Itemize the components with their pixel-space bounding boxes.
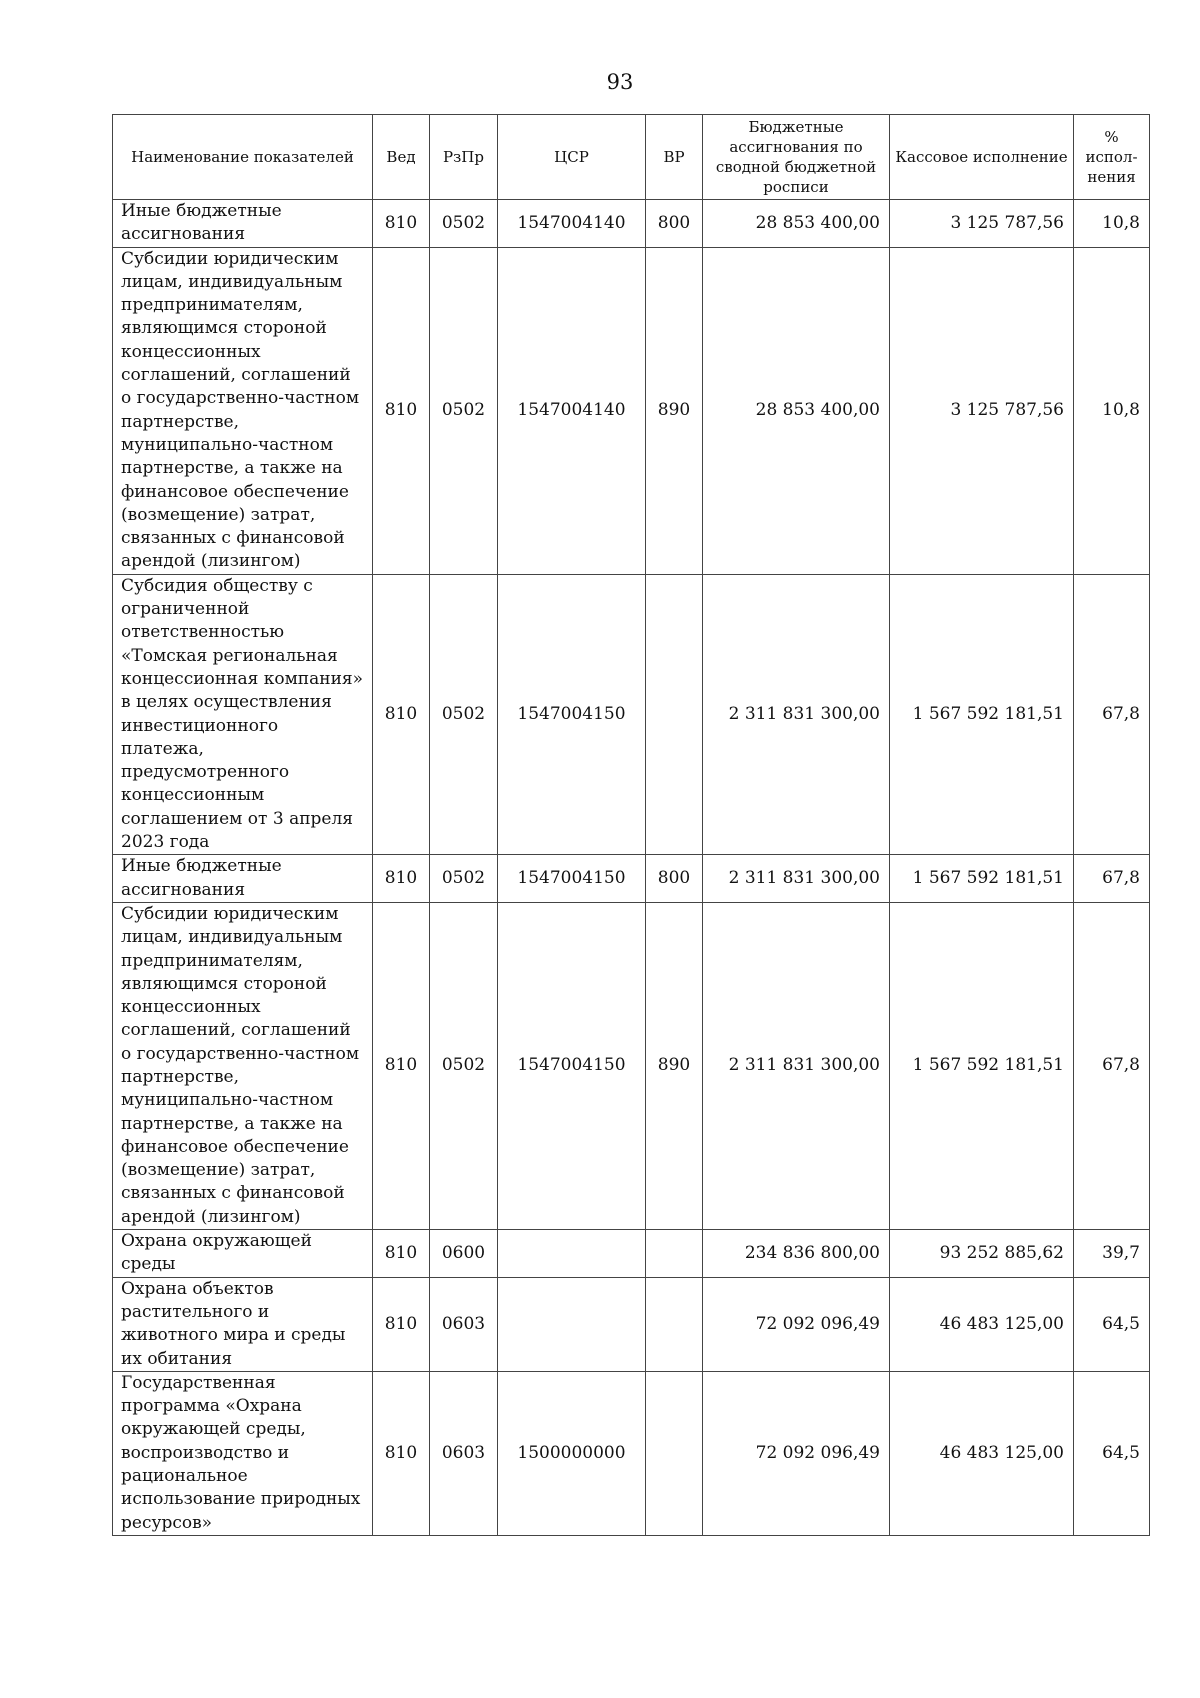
cell-csr: 1547004140 [498, 247, 646, 574]
table-row [113, 247, 1150, 574]
cell-budget: 72 092 096,49 [703, 1371, 890, 1535]
cell-vr [646, 1371, 703, 1535]
header-budget: Бюджетные ассигнования по сводной бюджетной росписи [703, 115, 890, 200]
cell-rzpr: 0502 [430, 247, 498, 574]
cell-csr: 1547004150 [498, 574, 646, 855]
page-number: 93 [606, 70, 634, 94]
cell-vr [646, 1277, 703, 1371]
cell-cash: 1 567 592 181,51 [890, 902, 1074, 1229]
table-row [113, 1277, 1150, 1371]
cell-name: Охрана окружающей среды [113, 1230, 373, 1278]
cell-csr [498, 1230, 646, 1278]
cell-name: Субсидии юридическим лицам, индивидуальным предпринимателям, являющимся стороной концессионных соглашений, соглашений о государственно-частном партнерстве, муниципально-частном партнерстве, а также на финансовое обеспечение (возмещение) затрат, связанных с финансовой арендой (лизингом) [113, 247, 373, 574]
cell-csr: 1500000000 [498, 1371, 646, 1535]
header-pct: % испол-нения [1074, 115, 1150, 200]
cell-vr: 800 [646, 855, 703, 903]
cell-pct: 10,8 [1074, 200, 1150, 248]
cell-pct: 64,5 [1074, 1371, 1150, 1535]
cell-rzpr: 0603 [430, 1371, 498, 1535]
cell-pct: 64,5 [1074, 1277, 1150, 1371]
cell-name: Государственная программа «Охрана окружающей среды, воспроизводство и рациональное использование природных ресурсов» [113, 1371, 373, 1535]
table-row [113, 1371, 1150, 1535]
cell-cash: 46 483 125,00 [890, 1371, 1074, 1535]
cell-budget: 72 092 096,49 [703, 1277, 890, 1371]
table-row [113, 200, 1150, 248]
cell-vr [646, 574, 703, 855]
cell-rzpr: 0603 [430, 1277, 498, 1371]
cell-ved: 810 [373, 1230, 430, 1278]
header-rzpr: РзПр [430, 115, 498, 200]
cell-budget: 28 853 400,00 [703, 247, 890, 574]
cell-rzpr: 0502 [430, 200, 498, 248]
cell-vr: 890 [646, 247, 703, 574]
cell-ved: 810 [373, 247, 430, 574]
header-csr: ЦСР [498, 115, 646, 200]
cell-budget: 2 311 831 300,00 [703, 855, 890, 903]
cell-ved: 810 [373, 574, 430, 855]
cell-rzpr: 0502 [430, 902, 498, 1229]
cell-name: Субсидия обществу с ограниченной ответственностью «Томская региональная концессионная компания» в целях осуществления инвестиционного платежа, предусмотренного концессионным соглашением от 3 апреля 2023 года [113, 574, 373, 855]
table-row [113, 902, 1150, 1229]
cell-budget: 2 311 831 300,00 [703, 902, 890, 1229]
header-vr: ВР [646, 115, 703, 200]
cell-vr [646, 1230, 703, 1278]
header-cash: Кассовое исполнение [890, 115, 1074, 200]
cell-ved: 810 [373, 1277, 430, 1371]
cell-vr: 800 [646, 200, 703, 248]
cell-cash: 1 567 592 181,51 [890, 855, 1074, 903]
cell-cash: 1 567 592 181,51 [890, 574, 1074, 855]
cell-rzpr: 0600 [430, 1230, 498, 1278]
cell-name: Субсидии юридическим лицам, индивидуальным предпринимателям, являющимся стороной концессионных соглашений, соглашений о государственно-частном партнерстве, муниципально-частном партнерстве, а также на финансовое обеспечение (возмещение) затрат, связанных с финансовой арендой (лизингом) [113, 902, 373, 1229]
cell-budget: 2 311 831 300,00 [703, 574, 890, 855]
cell-csr: 1547004150 [498, 855, 646, 903]
cell-rzpr: 0502 [430, 855, 498, 903]
cell-rzpr: 0502 [430, 574, 498, 855]
cell-budget: 234 836 800,00 [703, 1230, 890, 1278]
table-row [113, 574, 1150, 855]
cell-budget: 28 853 400,00 [703, 200, 890, 248]
cell-cash: 93 252 885,62 [890, 1230, 1074, 1278]
header-row [113, 115, 1150, 200]
budget-execution-table [112, 114, 1150, 1536]
cell-pct: 10,8 [1074, 247, 1150, 574]
table-row [113, 855, 1150, 903]
cell-cash: 46 483 125,00 [890, 1277, 1074, 1371]
cell-name: Охрана объектов растительного и животного мира и среды их обитания [113, 1277, 373, 1371]
cell-ved: 810 [373, 902, 430, 1229]
cell-pct: 67,8 [1074, 855, 1150, 903]
header-name: Наименование показателей [113, 115, 373, 200]
cell-name: Иные бюджетные ассигнования [113, 200, 373, 248]
cell-vr: 890 [646, 902, 703, 1229]
cell-pct: 67,8 [1074, 902, 1150, 1229]
header-ved: Вед [373, 115, 430, 200]
cell-csr: 1547004140 [498, 200, 646, 248]
cell-ved: 810 [373, 200, 430, 248]
cell-name: Иные бюджетные ассигнования [113, 855, 373, 903]
cell-csr [498, 1277, 646, 1371]
cell-pct: 39,7 [1074, 1230, 1150, 1278]
cell-csr: 1547004150 [498, 902, 646, 1229]
cell-cash: 3 125 787,56 [890, 200, 1074, 248]
cell-ved: 810 [373, 855, 430, 903]
cell-cash: 3 125 787,56 [890, 247, 1074, 574]
cell-pct: 67,8 [1074, 574, 1150, 855]
cell-ved: 810 [373, 1371, 430, 1535]
table-row [113, 1230, 1150, 1278]
